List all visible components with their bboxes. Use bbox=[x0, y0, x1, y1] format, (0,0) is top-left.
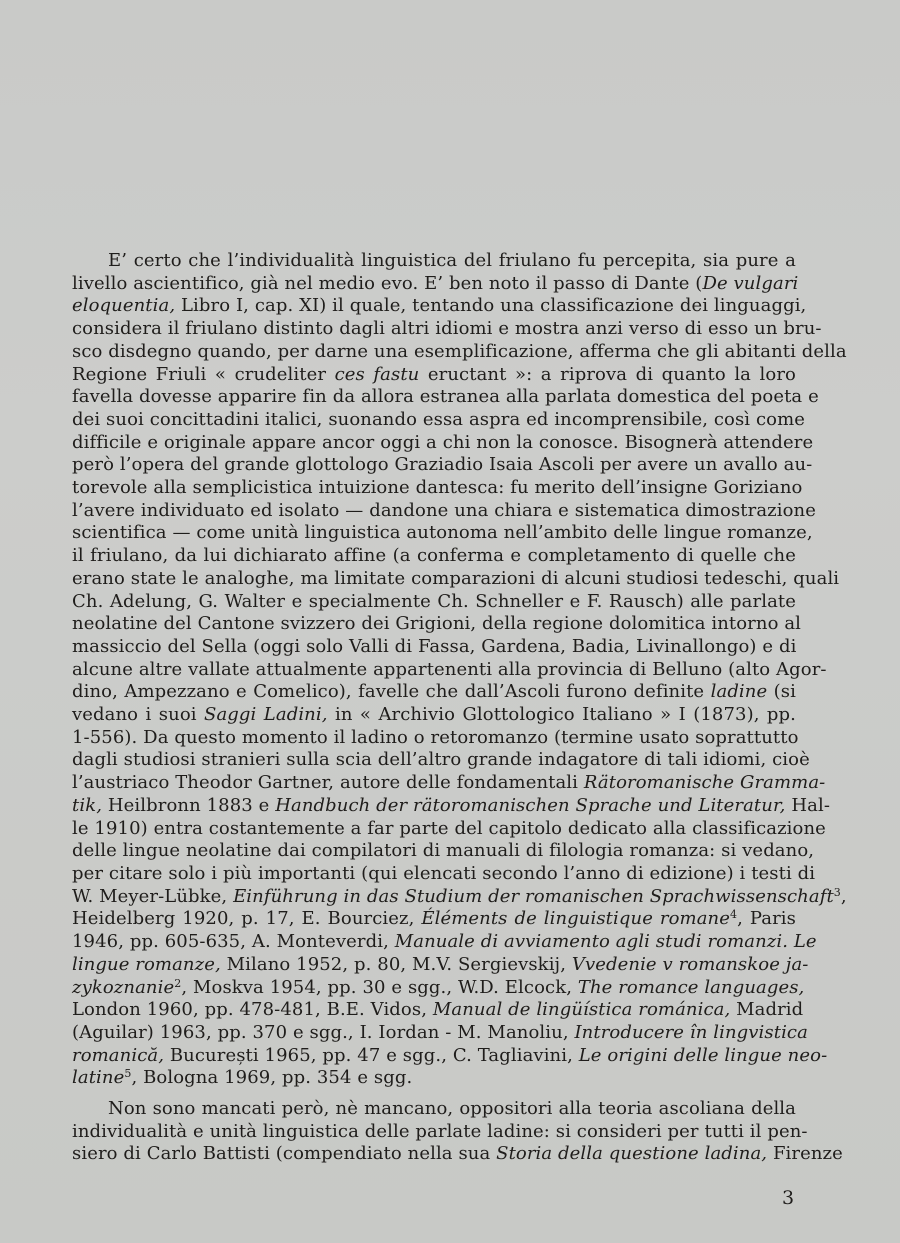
text-line: Heidelberg 1920, p. 17, E. Bourciez, Éléments de linguistique romane$^4$, Paris bbox=[72, 908, 796, 930]
text-line: W. Meyer-Lübke, Einführung in das Studium der romanischen Sprachwissenschaft$^3$, bbox=[72, 885, 847, 907]
text-line: livello ascientifico, già nel medio evo. E’ ben noto il passo di Dante (De vulgari bbox=[72, 272, 799, 294]
text-line: le 1910) entra costantemente a far parte del capitolo dedicato alla classificazione bbox=[72, 817, 826, 839]
text-line: per citare solo i più importanti (qui elencati secondo l’anno di edizione) i testi di bbox=[72, 862, 816, 884]
text-line: romanică, București 1965, pp. 47 e sgg., C. Tagliavini, Le origini delle lingue neo- bbox=[72, 1044, 828, 1066]
text-line: massiccio del Sella (oggi solo Valli di Fassa, Gardena, Badia, Livinallongo) e di bbox=[72, 635, 797, 657]
text-line: sco disdegno quando, per darne una esemplificazione, afferma che gli abitanti della bbox=[72, 340, 847, 362]
text-line: 1946, pp. 605-635, A. Monteverdi, Manuale di avviamento agli studi romanzi. Le bbox=[72, 931, 817, 953]
text-line: Ch. Adelung, G. Walter e specialmente Ch. Schneller e F. Rausch) alle parlate bbox=[72, 590, 796, 612]
text-line: difficile e originale appare ancor oggi a chi non la conosce. Bisognerà attendere bbox=[72, 431, 814, 453]
text-line: E’ certo che l’individualità linguistica del friulano fu percepita, sia pure a bbox=[108, 250, 796, 271]
text-line: lingue romanze, Milano 1952, p. 80, M.V. Sergievskij, Vvedenie v romanskoe ja- bbox=[72, 953, 809, 975]
text-line: però l’opera del grande glottologo Graziadio Isaia Ascoli per avere un avallo au- bbox=[72, 454, 813, 476]
text-line: (Aguilar) 1963, pp. 370 e sgg., I. Iordan - M. Manoliu, Introducere în lingvistica bbox=[72, 1021, 808, 1043]
text-line: dino, Ampezzano e Comelico), favelle che dall’Ascoli furono definite ladine (si bbox=[72, 681, 796, 703]
text-line: torevole alla semplicistica intuizione dantesca: fu merito dell’insigne Goriziano bbox=[72, 477, 803, 499]
text-line: London 1960, pp. 478-481, B.E. Vidos, Manual de lingüística románica, Madrid bbox=[72, 999, 804, 1021]
text-line: considera il friulano distinto dagli altri idiomi e mostra anzi verso di esso un bru- bbox=[72, 318, 822, 340]
text-line: zykoznanie$^2$, Moskva 1954, pp. 30 e sgg., W.D. Elcock, The romance languages, bbox=[72, 976, 805, 998]
text-line: scientifica — come unità linguistica autonoma nell’ambito delle lingue romanze, bbox=[72, 522, 813, 544]
text-line: l’avere individuato ed isolato — dandone una chiara e sistematica dimostrazione bbox=[72, 499, 816, 521]
text-line: dagli studiosi stranieri sulla scia dell’altro grande indagatore di tali idiomi, cioè bbox=[72, 749, 810, 771]
paragraph-opponents bbox=[72, 1098, 843, 1166]
text-line: Non sono mancati però, nè mancano, oppositori alla teoria ascoliana della bbox=[108, 1098, 796, 1119]
text-line: 1-556). Da questo momento il ladino o retoromanzo (termine usato soprattutto bbox=[72, 726, 799, 748]
text-line: eloquentia, Libro I, cap. XI) il quale, tentando una classificazione dei linguaggi, bbox=[72, 295, 807, 317]
paragraph-ladin-history bbox=[72, 250, 847, 1090]
text-line: l’austriaco Theodor Gartner, autore delle fondamentali Rätoromanische Gramma- bbox=[72, 772, 826, 794]
text-line: erano state le analoghe, ma limitate comparazioni di alcuni studiosi tedeschi, quali bbox=[72, 567, 840, 589]
text-line: favella dovesse apparire fin da allora estranea alla parlata domestica del poeta e bbox=[72, 386, 819, 408]
text-line: delle lingue neolatine dai compilatori di manuali di filologia romanza: si vedano, bbox=[72, 840, 815, 862]
text-line: vedano i suoi Saggi Ladini, in « Archivio Glottologico Italiano » I (1873), pp. bbox=[72, 704, 796, 726]
text-line: dei suoi concittadini italici, suonando essa aspra ed incomprensibile, così come bbox=[72, 408, 806, 430]
text-line: latine$^5$, Bologna 1969, pp. 354 e sgg. bbox=[72, 1067, 413, 1089]
text-line: siero di Carlo Battisti (compendiato nella sua Storia della questione ladina, Firenze bbox=[72, 1143, 843, 1165]
text-line: tik, Heilbronn 1883 e Handbuch der rätoromanischen Sprache und Literatur, Hal- bbox=[72, 794, 831, 816]
page-number: 3 bbox=[782, 1187, 795, 1209]
text-line: neolatine del Cantone svizzero dei Grigioni, della regione dolomitica intorno al bbox=[72, 613, 802, 635]
text-line: il friulano, da lui dichiarato affine (a conferma e completamento di quelle che bbox=[72, 545, 796, 567]
text-line: alcune altre vallate attualmente appartenenti alla provincia di Belluno (alto Agor- bbox=[72, 658, 827, 680]
text-line: Regione Friuli « crudeliter ces fastu eructant »: a riprova di quanto la loro bbox=[72, 363, 796, 385]
text-line: individualità e unità linguistica delle parlate ladine: si consideri per tutti il pen- bbox=[72, 1120, 808, 1142]
